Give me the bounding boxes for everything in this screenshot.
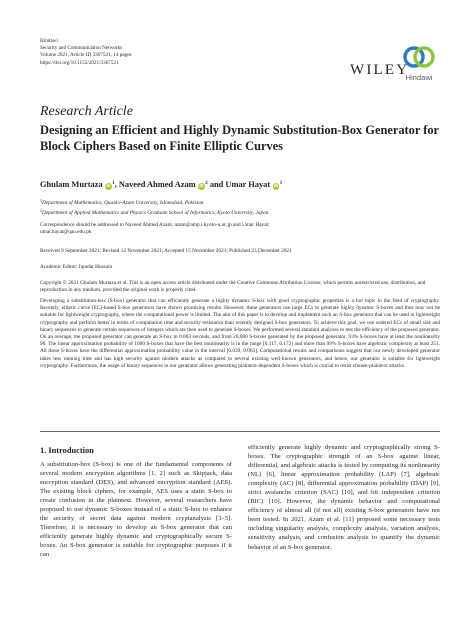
hindawi-wordmark: Hindawi bbox=[405, 73, 433, 82]
correspondence: Correspondence should be addressed to Naveed Ahmed Azam; azam@amp.i.kyoto-u.ac.jp and Umar Hayat; umar.hayat@qau.edu.pk bbox=[40, 222, 270, 236]
author-affiliation-mark: 1 bbox=[112, 181, 115, 186]
orcid-icon[interactable]: iD bbox=[106, 183, 111, 188]
volume-info: Volume 2021, Article ID 3367521, 14 pages bbox=[40, 52, 132, 59]
orcid-icon[interactable]: iD bbox=[199, 183, 204, 188]
journal-info bbox=[40, 38, 300, 67]
author-affiliation-mark: 1 bbox=[279, 181, 283, 186]
copyright-notice: Copyright © 2021 Ghulam Murtaza et al. This is an open access article distributed under the Creative Commons Attribution License, which permits unrestricted use, distribution, and reproduction in any medium, provided the original work is properly cited. bbox=[40, 280, 426, 294]
wiley-logo: WILEY bbox=[350, 62, 410, 78]
abstract: Developing a substitution-box (S-box) generator that can efficiently generate a highly dynamic S-box with good cryptographic properties is a hot topic in the field of cryptography. Recently, elliptic curve (EC)-based S-box generators have shown promising results. However, these generators use large ECs to generate highly dynamic S-boxes and thus may not be suitable for lightweight cryptography, where the computational power is limited. The aim of this paper is to develop and implement such an S-box generator that can be used in lightweight cryptography and perform better in terms of computation time and security resistance than recently designed S-box generators. To achieve this goal, we use ordered ECs of small size and binary sequences to generate certain sequences of integers which are then used to generate S-boxes. We performed several standard analyses to test the efficiency of the proposed generator. On an average, the proposed generator can generate an S-box in 0.003 seconds, and from 20,000 S-boxes generated by the proposed generator, 93% S-boxes have at least the nonlinearity 96. The linear approximation probability of 1000 S-boxes that have the best nonlinearity is in the range [0.117, 0.172] and more than 99% S-boxes have algebraic complexity at least 251. All these S-boxes have the differential approximation probability value in the interval [0.039, 0.063]. Computational results and comparisons suggest that our newly developed generator takes less running time and has high security against modern attacks as compared to several existing well-known generators, and hence, our generator is suitable for lightweight cryptography. Furthermore, the usage of binary sequences in our generator allows generating plaintext-dependent S-boxes which is crucial to resist chosen-plaintext attacks. bbox=[40, 298, 440, 369]
section-heading: 1. Introduction bbox=[40, 446, 94, 455]
body-column-right: efficiently generate highly dynamic and cryptographically strong S-boxes. The cryptographic strength of an S-box against linear, differential, and algebraic attacks is tested by computing its nonlinearity (NL) [6], linear approximation probability (LAP) [7], algebraic complexity (AC) [8], differential approximation probability (DAP) [9], strict avalanche criterion (SAC) [10], and bit independent criterion (BIC) [10]. However, the dynamic behavior and computational efficiency of almost all (if not all) existing S-box generators have not been tested. In 2021, Azam et al. [11] proposed some necessary tests including singularity analysis, complexity analysis, variation analysis, sensitivity analysis, and confusion analysis to quantify the dynamic behavior of an S-box generator. bbox=[248, 444, 440, 551]
affiliation-item: $^2$Department of Applied Mathematics and Physics Graduate School of Informatics, Kyoto University, Japan bbox=[40, 208, 269, 217]
author-affiliation-mark: 2 bbox=[205, 181, 208, 186]
author-name: Ghulam Murtaza bbox=[40, 180, 103, 189]
affiliation-item: $^1$Department of Mathematics, Quaid-i-Azam University, Islamabad, Pakistan bbox=[40, 198, 204, 206]
affiliations bbox=[40, 197, 440, 218]
academic-editor: Academic Editor: Iqtadar Hussain bbox=[40, 264, 113, 270]
journal-brand-line: Hindawi bbox=[40, 38, 58, 44]
author-name: Umar Hayat bbox=[225, 180, 271, 189]
section-divider bbox=[40, 431, 440, 432]
article-title: Designing an Efficient and Highly Dynamic Substitution-Box Generator for Block Ciphers Based on Finite Elliptic Curves bbox=[40, 123, 439, 153]
publication-dates: Received 9 September 2021; Revised 12 November 2021; Accepted 15 November 2021; Published 23 December 2021 bbox=[40, 248, 292, 254]
author-separator: , bbox=[114, 180, 119, 189]
doi-link[interactable]: https://doi.org/10.1155/2021/3367521 bbox=[40, 59, 119, 66]
author-list bbox=[40, 180, 440, 190]
author-separator: and bbox=[207, 180, 226, 189]
body-column-left: A substitution-box (S-box) is one of the fundamental components of several modern encryption algorithms [1, 2] such as Skipjack, data encryption standard (DES), and advanced encryption standard (AES). The existing block ciphers, for example, AES uses a static S-box to create confusion in the plaintext. However, several researchers have proposed to use dynamic S-boxes instead of a static S-box to enhance the security of secret data against modern cryptanalysis [3–5]. Therefore, it is necessary to develop an S-box generator that can efficiently generate highly dynamic and cryptographically secure S-boxes. An S-box generator is suitable for cryptographic purposes if it can bbox=[40, 461, 232, 559]
orcid-icon[interactable]: iD bbox=[273, 183, 279, 188]
author-name: Naveed Ahmed Azam bbox=[118, 180, 196, 189]
journal-name: Security and Communication Networks bbox=[40, 45, 123, 52]
article-type: Research Article bbox=[40, 104, 133, 119]
hindawi-logo-icon bbox=[402, 40, 436, 74]
